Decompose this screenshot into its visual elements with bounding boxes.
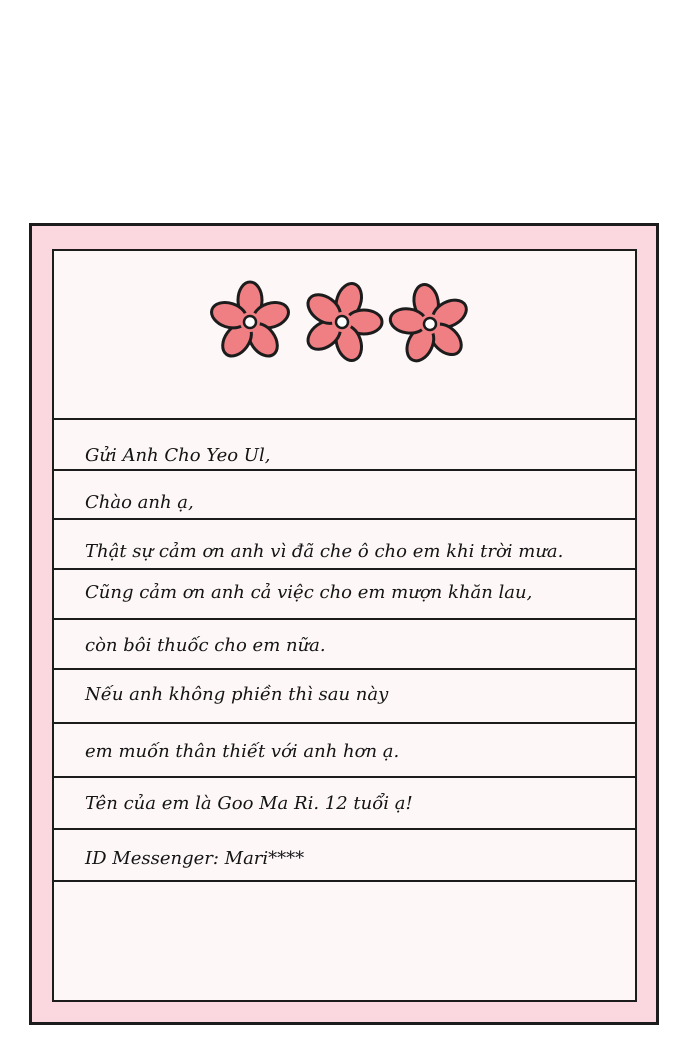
- ruled-line: [52, 518, 637, 520]
- ruled-line: [52, 776, 637, 778]
- ruled-line: [52, 880, 637, 882]
- letter-line: Tên của em là Goo Ma Ri. 12 tuổi ạ!: [85, 793, 413, 814]
- ruled-line: [52, 568, 637, 570]
- letter-paper: [52, 249, 637, 1002]
- letter-line: Thật sự cảm ơn anh vì đã che ô cho em khi trời mưa.: [85, 541, 564, 562]
- letter-line: em muốn thân thiết với anh hơn ạ.: [85, 741, 400, 762]
- letter-line: Cũng cảm ơn anh cả việc cho em mượn khăn lau,: [85, 582, 533, 603]
- ruled-line: [52, 828, 637, 830]
- ruled-line: [52, 618, 637, 620]
- ruled-line: [52, 418, 637, 420]
- letter-messenger-id: ID Messenger: Mari****: [85, 848, 305, 869]
- letter-line: còn bôi thuốc cho em nữa.: [85, 635, 326, 656]
- ruled-line: [52, 722, 637, 724]
- letter-greeting: Gửi Anh Cho Yeo Ul,: [85, 445, 271, 466]
- letter-line: Chào anh ạ,: [85, 492, 194, 513]
- letter-line: Nếu anh không phiền thì sau này: [85, 684, 389, 705]
- ruled-line: [52, 469, 637, 471]
- ruled-line: [52, 668, 637, 670]
